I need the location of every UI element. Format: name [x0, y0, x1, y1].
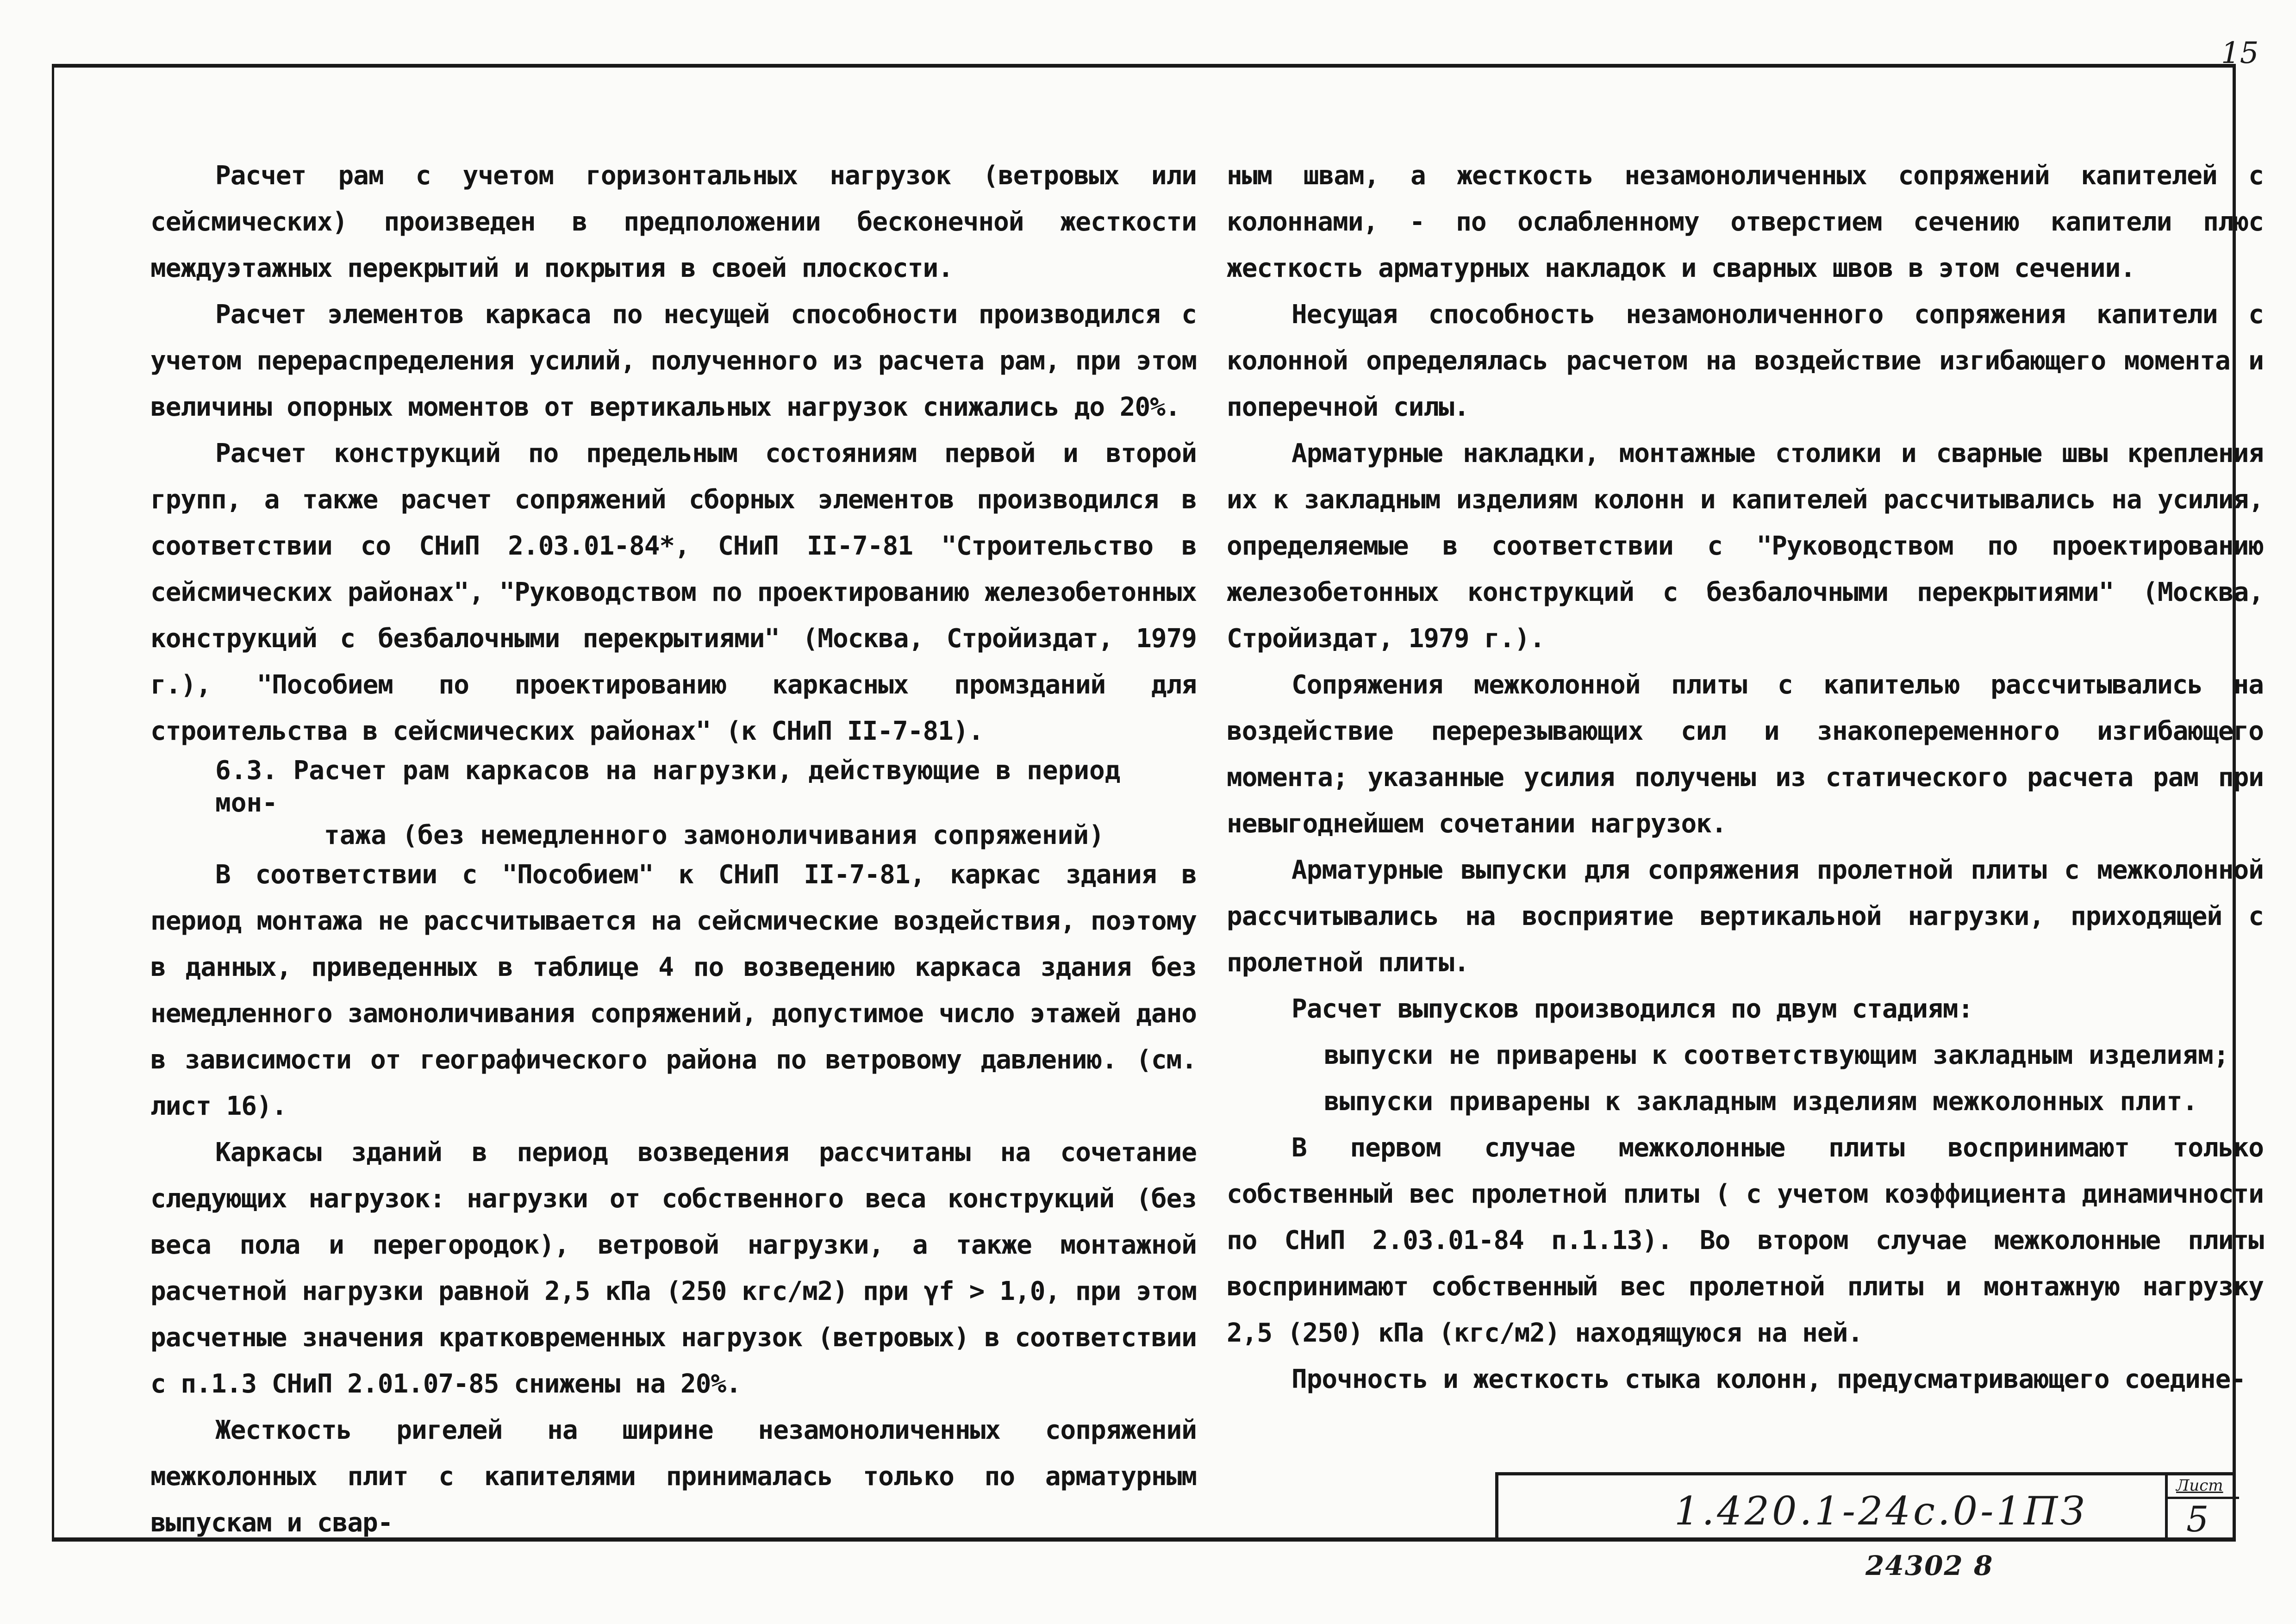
section-heading-line2: тажа (без немедленного замоноличивания сопряжений): [324, 820, 1104, 850]
paragraph: В первом случае межколонные плиты воспринимают только собственный вес пролетной плиты ( с учетом коэффициента динамичности по СНиП 2.03.01-84 п.1.13). Во втором случае межколонные плиты воспринимают собственный вес пролетной плиты и монтажную нагрузку 2,5 (250) кПа (кгс/м2) находящуюся на ней.: [1227, 1133, 2264, 1348]
paragraph: Расчет выпусков производился по двум стадиям:: [1292, 994, 1973, 1024]
paragraph: Прочность и жесткость стыка колонн, предусматривающего соедине-: [1292, 1364, 2246, 1394]
paragraph: В соответствии с "Пособием" к СНиП II-7-81, каркас здания в период монтажа не рассчитывается на сейсмические воздействия, поэтому в данных, приведенных в таблице 4 по возведению каркаса здания без немедленного замоноличивания сопряжений, допустимое число этажей дано в зависимости от географического района по ветровому давлению. (см. лист 16).: [150, 860, 1197, 1121]
list-item: выпуски приварены к закладным изделиям межколонных плит.: [1324, 1087, 2198, 1117]
section-number: 6.3.: [215, 756, 278, 786]
paragraph: Расчет конструкций по предельным состояниям первой и второй групп, а также расчет сопряжений сборных элементов производился в соответствии со СНиП 2.03.01-84*, СНиП II-7-81 "Строительство в сейсмических районах", "Руководством по проектированию железобетонных конструкций с безбалочными перекрытиями" (Москва, Стройиздат, 1979 г.), "Пособием по проектированию каркасных промзданий для строительства в сейсмических районах" (к СНиП II-7-81).: [150, 438, 1197, 746]
section-heading: [150, 755, 1197, 852]
document-code: 1.420.1-24с.0-1ПЗ: [1674, 1488, 2088, 1534]
corner-page-number: 15: [2221, 36, 2259, 70]
sheet-number: 5: [2186, 1499, 2209, 1540]
archive-number: 24302 8: [1866, 1550, 1994, 1581]
title-block-stamp: [1495, 1472, 2236, 1542]
paragraph: Каркасы зданий в период возведения рассчитаны на сочетание следующих нагрузок: нагрузки от собственного веса конструкций (без веса пола и перегородок), ветровой нагрузки, а также монтажной расчетной нагрузки равной 2,5 кПа (250 кгс/м2) при γf > 1,0, при этом расчетные значения кратковременных нагрузок (ветровых) в соответствии с п.1.3 СНиП 2.01.07-85 снижены на 20%.: [150, 1137, 1197, 1399]
paragraph: Арматурные накладки, монтажные столики и сварные швы крепления их к закладным изделиям колонн и капителей рассчитывались на усилия, определяемые в соответствии с "Руководством по проектированию железобетонных конструкций с безбалочными перекрытиями" (Москва, Стройиздат, 1979 г.).: [1227, 438, 2264, 654]
paragraph: Сопряжения межколонной плиты с капителью рассчитывались на воздействие перерезывающих сил и знакопеременного изгибающего момента; указанные усилия получены из статического расчета рам при невыгоднейшем сочетании нагрузок.: [1227, 670, 2264, 839]
paragraph: ным швам, а жесткость незамоноличенных сопряжений капителей с колоннами, - по ослабленному отверстием сечению капители плюс жесткость арматурных накладок и сварных швов в этом сечении.: [1227, 161, 2264, 283]
right-text-column: [1227, 153, 2264, 1403]
left-text-column: [150, 153, 1197, 1546]
paragraph: Расчет элементов каркаса по несущей способности производился с учетом перераспределения усилий, полученного из расчета рам, при этом величины опорных моментов от вертикальных нагрузок снижались до 20%.: [150, 300, 1197, 422]
sheet-label: Лист: [2176, 1476, 2223, 1495]
section-heading-line1: Расчет рам каркасов на нагрузки, действующие в период мон-: [215, 756, 1121, 818]
paragraph: Арматурные выпуски для сопряжения пролетной плиты с межколонной рассчитывались на восприятие вертикальной нагрузки, приходящей с пролетной плиты.: [1227, 855, 2264, 978]
paragraph: Жесткость ригелей на ширине незамоноличенных сопряжений межколонных плит с капителями принималась только по арматурным выпускам и свар-: [150, 1415, 1197, 1538]
list-item: выпуски не приварены к соответствующим закладным изделиям;: [1324, 1040, 2229, 1070]
sheet-number-box: [2165, 1475, 2239, 1542]
paragraph: Расчет рам с учетом горизонтальных нагрузок (ветровых или сейсмических) произведен в предположении бесконечной жесткости междуэтажных перекрытий и покрытия в своей плоскости.: [150, 161, 1197, 283]
paragraph: Несущая способность незамоноличенного сопряжения капители с колонной определялась расчетом на воздействие изгибающего момента и поперечной силы.: [1227, 300, 2264, 422]
